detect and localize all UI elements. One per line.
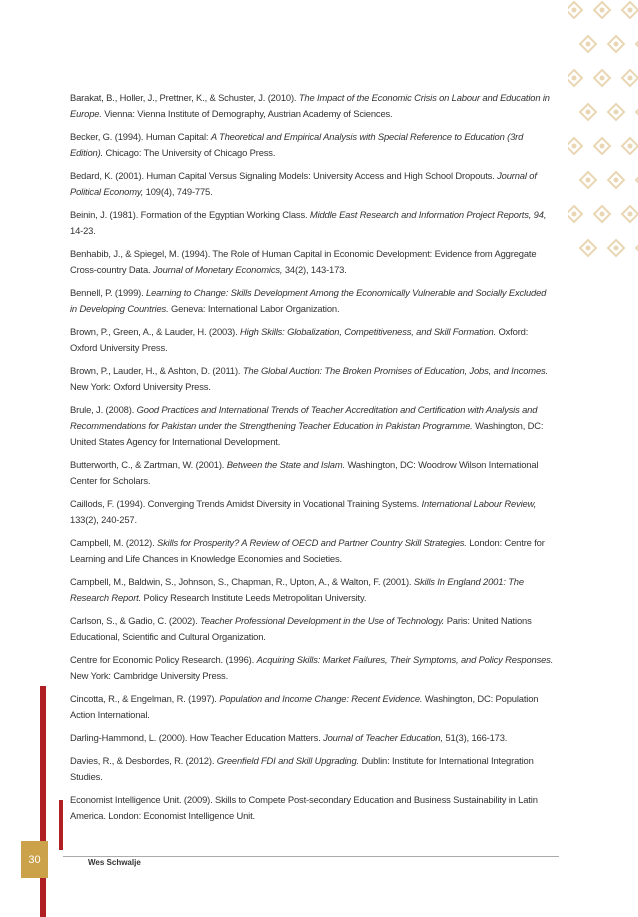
- reference-title: Greenfield FDI and Skill Upgrading.: [216, 755, 359, 766]
- reference-text: Beinin, J. (1981). Formation of the Egyptian Working Class.: [70, 209, 310, 220]
- reference-text: Economist Intelligence Unit. (2009). Skills to Compete Post-secondary Education and Business Sustainability in Latin America. London: Economist Intelligence Unit.: [70, 794, 538, 821]
- reference-source: 133(2), 240-257.: [70, 514, 137, 525]
- reference-title: Skills In England 2001: The Research Report.: [70, 576, 524, 603]
- reference-title: Acquiring Skills: Market Failures, Their Symptoms, and Policy Responses.: [256, 654, 554, 665]
- reference-source: New York: Cambridge University Press.: [70, 670, 229, 681]
- reference-title: The Global Auction: The Broken Promises of Education, Jobs, and Incomes.: [242, 365, 549, 376]
- reference-entry: [70, 574, 555, 606]
- pattern-dot: [572, 144, 577, 149]
- accent-bar: [40, 686, 46, 917]
- accent-bar-inner: [59, 800, 63, 850]
- reference-text: Centre for Economic Policy Research. (1996).: [70, 654, 257, 665]
- pattern-dot: [628, 144, 633, 149]
- reference-entry: [70, 246, 555, 278]
- footer-divider: [63, 856, 559, 857]
- reference-text: Brown, P., Green, A., & Lauder, H. (2003).: [70, 326, 241, 337]
- reference-entry: [70, 402, 555, 450]
- reference-source: Washington, DC: Woodrow Wilson International Center for Scholars.: [70, 459, 539, 486]
- reference-source: 14-23.: [70, 225, 96, 236]
- reference-text: Davies, R., & Desbordes, R. (2012).: [70, 755, 217, 766]
- reference-source: Oxford: Oxford University Press.: [70, 326, 529, 353]
- reference-text: Bedard, K. (2001). Human Capital Versus Signaling Models: University Access and High School Dropouts.: [70, 170, 498, 181]
- reference-title: Learning to Change: Skills Development Among the Economically Vulnerable and Socially Excluded in Developing Countries.: [70, 287, 547, 314]
- reference-text: Campbell, M., Baldwin, S., Johnson, S., Chapman, R., Upton, A., & Walton, F. (2001).: [70, 576, 414, 587]
- reference-title: Skills for Prosperity? A Review of OECD and Partner Country Skill Strategies.: [157, 537, 467, 548]
- decorative-pattern: [568, 0, 638, 282]
- reference-text: Barakat, B., Holler, J., Prettner, K., & Schuster, J. (2010).: [70, 92, 299, 103]
- reference-text: Caillods, F. (1994). Converging Trends Amidst Diversity in Vocational Training Systems.: [70, 498, 422, 509]
- reference-source: New York: Oxford University Press.: [70, 381, 211, 392]
- reference-source: 109(4), 749-775.: [143, 186, 213, 197]
- reference-entry: [70, 457, 555, 489]
- reference-entry: [70, 535, 555, 567]
- reference-text: Campbell, M. (2012).: [70, 537, 157, 548]
- reference-title: Teacher Professional Development in the Use of Technology.: [200, 615, 445, 626]
- reference-list: [70, 90, 555, 831]
- reference-source: 51(3), 166-173.: [442, 732, 508, 743]
- pattern-dot: [614, 246, 619, 251]
- reference-entry: [70, 207, 555, 239]
- pattern-dot: [572, 8, 577, 13]
- reference-text: Butterworth, C., & Zartman, W. (2001).: [70, 459, 227, 470]
- reference-source: Policy Research Institute Leeds Metropolitan University.: [141, 592, 367, 603]
- reference-source: 34(2), 143-173.: [282, 264, 347, 275]
- reference-entry: [70, 730, 555, 746]
- reference-entry: [70, 613, 555, 645]
- reference-entry: [70, 168, 555, 200]
- reference-title: The Impact of the Economic Crisis on Labour and Education in Europe.: [70, 92, 550, 119]
- pattern-dot: [600, 212, 605, 217]
- pattern-dot: [600, 144, 605, 149]
- reference-entry: [70, 285, 555, 317]
- reference-entry: [70, 496, 555, 528]
- footer-author: Wes Schwalje: [88, 858, 141, 867]
- pattern-dot: [614, 42, 619, 47]
- reference-title: A Theoretical and Empirical Analysis with Special Reference to Education (3rd Edition).: [70, 131, 524, 158]
- pattern-dot: [614, 178, 619, 183]
- reference-entry: [70, 363, 555, 395]
- pattern-dot: [572, 212, 577, 217]
- reference-source: Dublin: Institute for International Integration Studies.: [70, 755, 534, 782]
- reference-title: Journal of Political Economy,: [70, 170, 537, 197]
- reference-text: Darling-Hammond, L. (2000). How Teacher Education Matters.: [70, 732, 324, 743]
- reference-source: Washington, DC: Population Action International.: [70, 693, 539, 720]
- reference-source: Vienna: Vienna Institute of Demography, Austrian Academy of Sciences.: [101, 108, 393, 119]
- reference-title: Middle East Research and Information Project Reports, 94,: [309, 209, 547, 220]
- pattern-dot: [628, 212, 633, 217]
- pattern-dot: [586, 42, 591, 47]
- pattern-dot: [628, 76, 633, 81]
- reference-entry: [70, 90, 555, 122]
- reference-text: Becker, G. (1994). Human Capital:: [70, 131, 211, 142]
- reference-entry: [70, 753, 555, 785]
- reference-text: Benhabib, J., & Spiegel, M. (1994). The Role of Human Capital in Economic Development: Evidence from Aggregate Cross-country Data.: [70, 248, 537, 275]
- reference-source: Washington, DC: United States Agency for International Development.: [70, 420, 544, 447]
- reference-title: Good Practices and International Trends of Teacher Accreditation and Certification with Analysis and Recommendations for Pakistan under the Strengthening Teacher Education in Pakistan Programme.: [70, 404, 538, 431]
- page-number: 30: [21, 841, 48, 878]
- pattern-dot: [586, 110, 591, 115]
- reference-source: Paris: United Nations Educational, Scientific and Cultural Organization.: [70, 615, 532, 642]
- pattern-dot: [572, 76, 577, 81]
- reference-entry: [70, 792, 555, 824]
- pattern-dot: [586, 246, 591, 251]
- reference-title: Journal of Teacher Education,: [323, 732, 443, 743]
- pattern-dot: [600, 8, 605, 13]
- reference-title: Between the State and Islam.: [226, 459, 345, 470]
- reference-entry: [70, 129, 555, 161]
- reference-text: Cincotta, R., & Engelman, R. (1997).: [70, 693, 220, 704]
- reference-source: Geneva: International Labor Organization.: [168, 303, 340, 314]
- pattern-dot: [628, 8, 633, 13]
- reference-title: High Skills: Globalization, Competitiveness, and Skill Formation.: [240, 326, 497, 337]
- reference-source: Chicago: The University of Chicago Press.: [103, 147, 276, 158]
- reference-entry: [70, 324, 555, 356]
- reference-title: Population and Income Change: Recent Evidence.: [219, 693, 423, 704]
- reference-text: Carlson, S., & Gadio, C. (2002).: [70, 615, 201, 626]
- reference-entry: [70, 652, 555, 684]
- reference-title: International Labour Review,: [421, 498, 537, 509]
- reference-text: Bennell, P. (1999).: [70, 287, 147, 298]
- pattern-dot: [600, 76, 605, 81]
- reference-title: Journal of Monetary Economics,: [152, 264, 283, 275]
- reference-text: Brown, P., Lauder, H., & Ashton, D. (2011).: [70, 365, 243, 376]
- pattern-dot: [614, 110, 619, 115]
- pattern-dot: [586, 178, 591, 183]
- reference-entry: [70, 691, 555, 723]
- reference-source: London: Centre for Learning and Life Chances in Knowledge Economies and Societies.: [70, 537, 545, 564]
- reference-text: Brule, J. (2008).: [70, 404, 137, 415]
